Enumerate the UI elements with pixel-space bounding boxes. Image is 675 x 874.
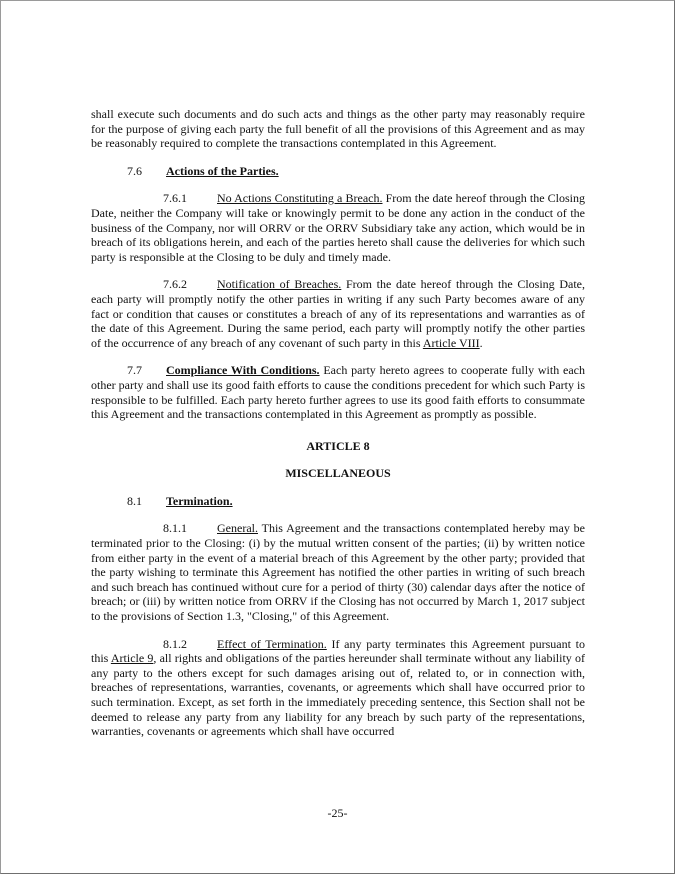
- section-number: 7.6.1: [163, 191, 187, 206]
- section-number: 8.1.2: [163, 636, 187, 651]
- page-number: -25-: [327, 806, 348, 820]
- section-text: From the date hereof through the Closing Date, neither the Company will take or knowingly permit to be done any action in the conduct of the business of the Company, nor will ORRV or the ORRV Subsidiary take any action, which would be in breach of its obligations herein, and each of the parties hereto shall cause the deliveries for which such party is responsible at the Closing to be duly and timely made.: [91, 191, 585, 264]
- intro-paragraph: shall execute such documents and do such acts and things as the other party may reasonably require for the purpose of giving each party the full benefit of all the provisions of this Agreement and as may be reasonably required to complete the transactions contemplated in this Agreement.: [91, 107, 585, 151]
- article-title: MISCELLANEOUS: [285, 466, 391, 481]
- section-text: This Agreement and the transactions contemplated hereby may be terminated prior to the Closing: (i) by the mutual written consent of the parties; (ii) by written notice from either party in the event of a material breach of this Agreement by the other party; provided that the party wishing to terminate this Agreement has notified the other parties in writing of such breach and such breach has continued without cure for a period of thirty (30) calendar days after the notice of breach; or (iii) by written notice from ORRV if the Closing has not occurred by March 1, 2017 subject to the provisions of Section 1.3, "Closing," of this Agreement.: [91, 521, 585, 624]
- section-7-6-2: [91, 277, 585, 350]
- section-7-6-1: [91, 191, 585, 264]
- section-text: From the date hereof through the Closing Date, each party will promptly notify the other parties in writing if any such Party becomes aware of any fact or condition that causes or constitutes a breach of any of its representations and warranties as of the date of this Agreement. During the same period, each party will promptly notify the other parties of the occurrence of any breach of any covenant of such party in this: [91, 277, 585, 350]
- section-title: General.: [217, 521, 258, 536]
- section-text-continued: , all rights and obligations of the parties hereunder shall terminate without any liability of any party to the others except for such damages arising out of, related to, or in connection with, breaches of representations, warranties, covenants, or agreements which shall have occurred prior to such termination. Except, as set forth in the immediately preceding sentence, this Section shall not be deemed to release any party from any liability for any breach by such party of the representations, warranties, covenants or agreements which shall have occurred: [91, 651, 585, 739]
- article-reference: Article 9: [110, 651, 154, 666]
- section-title: Termination.: [166, 493, 233, 508]
- document-body: [91, 107, 585, 739]
- section-7-6-heading: [91, 164, 585, 179]
- section-title: Compliance With Conditions.: [166, 363, 320, 378]
- section-text: If any party terminates this Agreement pursuant to this: [91, 636, 585, 666]
- section-number: 7.6: [127, 163, 142, 178]
- section-7-7: [91, 363, 585, 421]
- section-8-1-1: [91, 521, 585, 623]
- section-number: 7.7: [127, 363, 142, 378]
- article-heading: ARTICLE 8: [306, 438, 370, 453]
- section-text: Each party hereto agrees to cooperate fully with each other party and shall use its good faith efforts to cause the conditions precedent for which such Party is responsible to be fulfilled. Each party hereto further agrees to use its good faith efforts to consummate this Agreement and the transactions contemplated in this Agreement as promptly as possible.: [91, 363, 586, 422]
- section-title: Notification of Breaches.: [217, 277, 342, 292]
- section-number: 7.6.2: [163, 277, 187, 292]
- section-number: 8.1.1: [163, 521, 187, 536]
- section-title: Actions of the Parties.: [166, 163, 279, 178]
- section-text-end: .: [479, 335, 483, 350]
- section-number: 8.1: [127, 493, 142, 508]
- section-title: No Actions Constituting a Breach.: [217, 191, 383, 206]
- section-8-1-heading: [91, 494, 585, 509]
- section-8-1-2: [91, 637, 585, 739]
- section-title: Effect of Termination.: [217, 636, 327, 651]
- article-reference: Article VIII: [422, 335, 480, 350]
